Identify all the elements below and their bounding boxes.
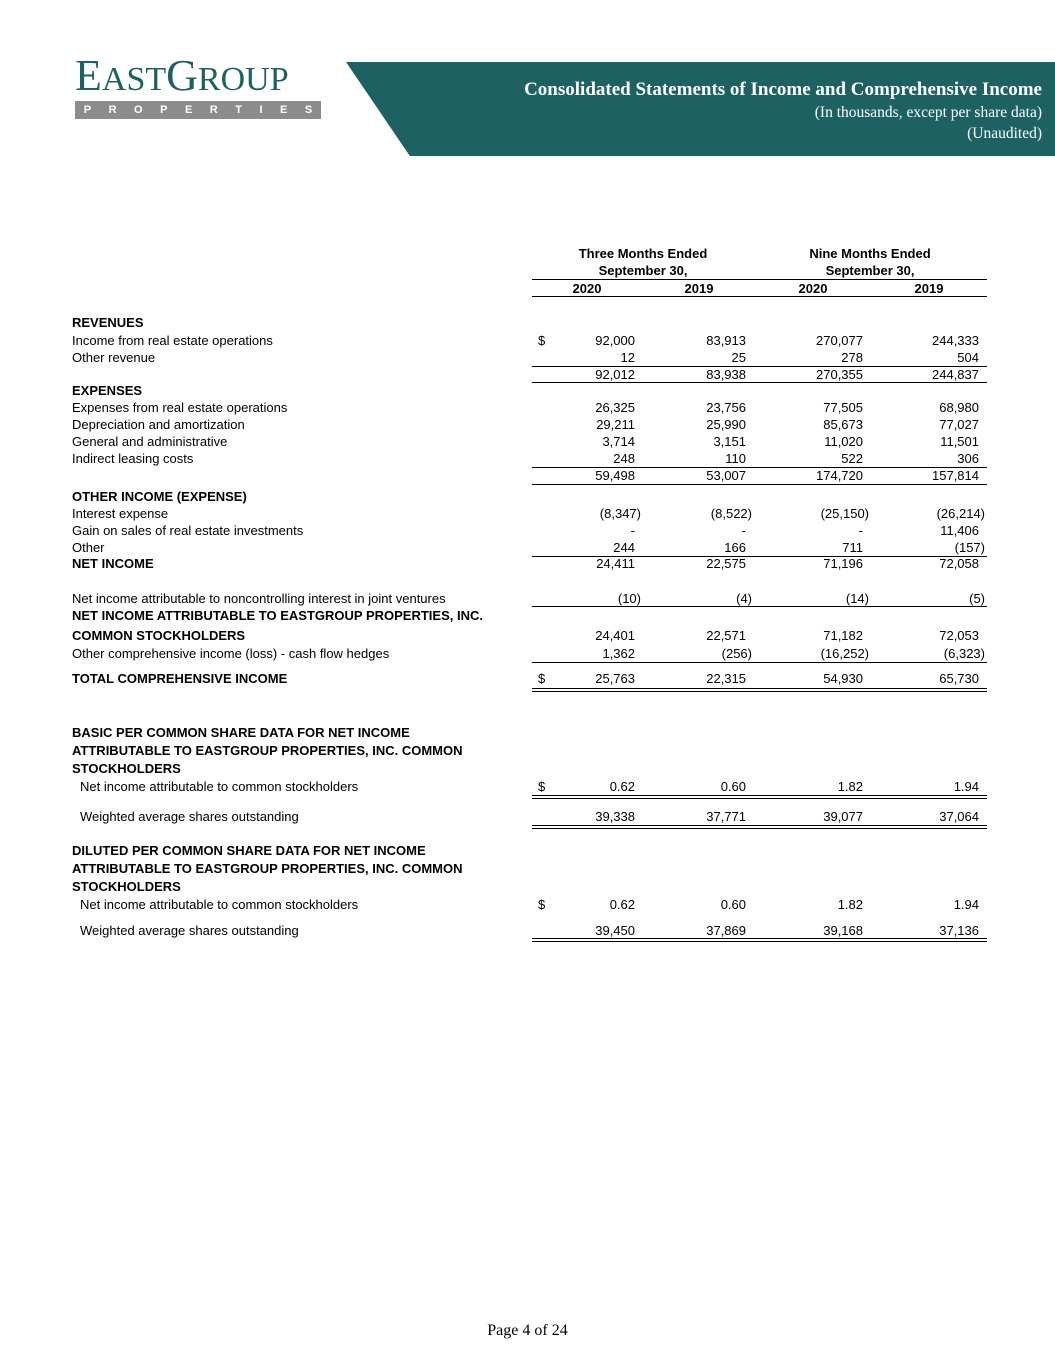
subtotal-row: 92,012 83,938 270,355 244,837 xyxy=(595,367,979,382)
section-header: REVENUES xyxy=(72,315,144,330)
logo-properties-bar: P R O P E R T I E S xyxy=(75,101,321,119)
subtotal-rule xyxy=(532,662,987,663)
total-double-rule xyxy=(532,938,987,942)
table-row: Interest expense (8,347) (8,522) (25,150) (26,214) xyxy=(72,506,985,521)
header-underline xyxy=(532,296,987,297)
subtotal-rule xyxy=(532,484,987,485)
table-row: General and administrative 3,714 3,151 11,020 11,501 xyxy=(72,434,979,449)
year-2020-ytd: 2020 xyxy=(798,281,828,296)
table-row: Weighted average shares outstanding 39,450 37,869 39,168 37,136 xyxy=(80,923,979,938)
section-header: BASIC PER COMMON SHARE DATA FOR NET INCOME xyxy=(72,725,410,740)
table-row: COMMON STOCKHOLDERS 24,401 22,571 71,182 72,053 xyxy=(72,628,979,643)
table-row: Other 244 166 711 (157) xyxy=(72,540,985,555)
section-header: ATTRIBUTABLE TO EASTGROUP PROPERTIES, INC. COMMON xyxy=(72,743,463,758)
table-row: Indirect leasing costs 248 110 522 306 xyxy=(72,451,979,466)
table-row: Expenses from real estate operations 26,325 23,756 77,505 68,980 xyxy=(72,400,979,415)
subtotal-row: 59,498 53,007 174,720 157,814 xyxy=(595,468,979,483)
company-logo xyxy=(75,51,321,119)
year-2019-ytd: 2019 xyxy=(914,281,944,296)
total-double-rule xyxy=(532,688,987,692)
total-double-rule xyxy=(532,825,987,829)
unaudited-note: (Unaudited) xyxy=(967,125,1042,142)
section-header: DILUTED PER COMMON SHARE DATA FOR NET INCOME xyxy=(72,843,426,858)
statement-subtitle: (In thousands, except per share data) xyxy=(814,104,1042,121)
table-row: Weighted average shares outstanding 39,338 37,771 39,077 37,064 xyxy=(80,809,979,824)
statement-title: Consolidated Statements of Income and Comprehensive Income xyxy=(524,79,1042,100)
section-header: STOCKHOLDERS xyxy=(72,879,181,894)
statement-header xyxy=(524,78,1042,144)
table-row: Net income attributable to noncontrolling interest in joint ventures (10) (4) (14) (5) xyxy=(72,591,985,606)
section-header: STOCKHOLDERS xyxy=(72,761,181,776)
page-number: Page 4 of 24 xyxy=(487,1322,568,1339)
table-row: Net income attributable to common stockholders $ 0.62 0.60 1.82 1.94 xyxy=(80,897,979,912)
table-row: Other comprehensive income (loss) - cash flow hedges 1,362 (256) (16,252) (6,323) xyxy=(72,646,985,661)
total-row: TOTAL COMPREHENSIVE INCOME $ 25,763 22,315 54,930 65,730 xyxy=(72,671,979,686)
total-double-rule xyxy=(532,795,987,799)
three-months-heading: Three Months Ended September 30, xyxy=(578,246,708,278)
table-row: Other revenue 12 25 278 504 xyxy=(72,350,979,365)
table-row: Depreciation and amortization 29,211 25,990 85,673 77,027 xyxy=(72,417,979,432)
section-header: NET INCOME ATTRIBUTABLE TO EASTGROUP PROPERTIES, INC. xyxy=(72,608,483,623)
table-row: Net income attributable to common stockholders $ 0.62 0.60 1.82 1.94 xyxy=(80,779,979,794)
year-2020-q: 2020 xyxy=(572,281,602,296)
net-income-row: NET INCOME 24,411 22,575 71,196 72,058 xyxy=(72,556,979,571)
year-2019-q: 2019 xyxy=(684,281,714,296)
table-row: Gain on sales of real estate investments - - - 11,406 xyxy=(72,523,979,538)
logo-wordmark: EASTGROUP xyxy=(75,51,289,100)
section-header: EXPENSES xyxy=(72,383,143,398)
table-row: Income from real estate operations $ 92,000 83,913 270,077 244,333 xyxy=(72,333,979,348)
section-header: OTHER INCOME (EXPENSE) xyxy=(72,489,247,504)
nine-months-heading: Nine Months Ended September 30, xyxy=(809,246,931,278)
section-header: ATTRIBUTABLE TO EASTGROUP PROPERTIES, INC. COMMON xyxy=(72,861,463,876)
